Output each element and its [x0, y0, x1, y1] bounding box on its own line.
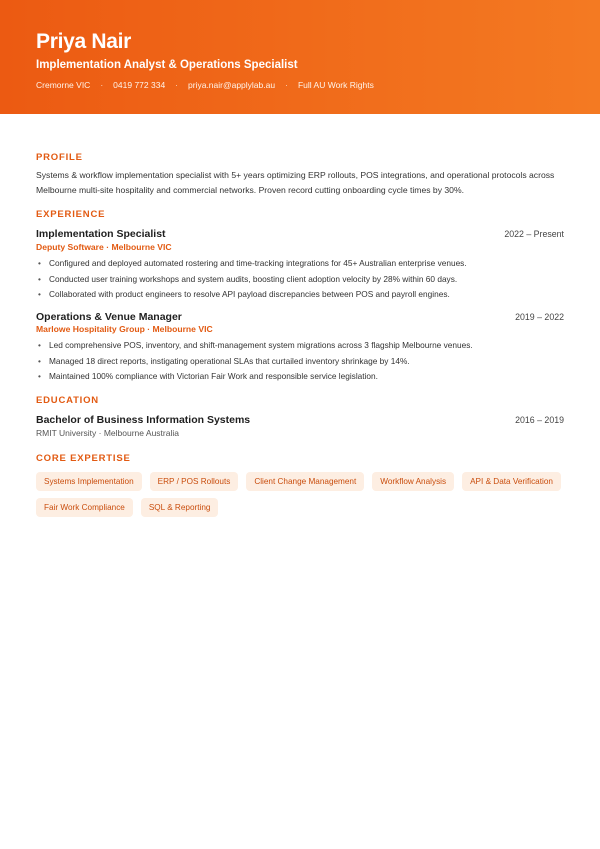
degree-title: Bachelor of Business Information Systems	[36, 414, 251, 426]
skill-tag: Workflow Analysis	[372, 472, 454, 491]
job-dates: 2019 – 2022	[515, 312, 564, 322]
education-dates: 2016 – 2019	[515, 415, 564, 425]
profile-text: Systems & workflow implementation specialist with 5+ years optimizing ERP rollouts, POS integrations, and operational protocols across Melbourne multi-site hospitality and commercial networks. Proven record cutting onboarding cycle times by 30%.	[36, 170, 555, 195]
phone-text: 0419 772 334	[113, 80, 166, 90]
bullet-item: • Configured and deployed automated rostering and time-tracking integrations for 45+ Australian enterprise venues.	[36, 256, 566, 272]
separator: ·	[175, 80, 179, 90]
skill-tag: ERP / POS Rollouts	[150, 472, 239, 491]
education-heading: EDUCATION	[36, 395, 99, 406]
expertise-heading: CORE EXPERTISE	[36, 453, 131, 464]
job-dates: 2022 – Present	[504, 229, 564, 239]
job-bullets	[36, 256, 566, 303]
separator: ·	[100, 80, 104, 90]
skill-tag: API & Data Verification	[462, 472, 561, 491]
job-title: Implementation Specialist	[36, 228, 166, 240]
resume-header	[0, 0, 600, 114]
school-name: RMIT University · Melbourne Australia	[36, 428, 179, 438]
skill-tag: Systems Implementation	[36, 472, 142, 491]
email-link[interactable]: priya.nair@applylab.au	[188, 80, 276, 90]
candidate-title: Implementation Analyst & Operations Specialist	[36, 59, 298, 71]
profile-heading: PROFILE	[36, 152, 83, 163]
bullet-item: • Led comprehensive POS, inventory, and shift-management system migrations across 3 flagship Melbourne venues.	[36, 338, 566, 354]
bullet-item: • Conducted user training workshops and system audits, boosting client adoption velocity by 28% within 60 days.	[36, 272, 566, 288]
bullet-item: • Collaborated with product engineers to resolve API payload discrepancies between POS and payroll engines.	[36, 287, 566, 303]
skill-tag: Fair Work Compliance	[36, 498, 133, 517]
skill-tag: SQL & Reporting	[141, 498, 219, 517]
skill-tag: Client Change Management	[246, 472, 364, 491]
job-company: Marlowe Hospitality Group · Melbourne VIC	[36, 324, 213, 334]
job-company: Deputy Software · Melbourne VIC	[36, 242, 172, 252]
expertise-tags	[36, 472, 566, 517]
candidate-name: Priya Nair	[36, 30, 132, 53]
job-bullets	[36, 338, 566, 385]
job-title: Operations & Venue Manager	[36, 311, 182, 323]
separator: ·	[285, 80, 288, 90]
experience-heading: EXPERIENCE	[36, 209, 106, 220]
location-text: Cremorne VIC	[36, 80, 91, 90]
bullet-item: • Maintained 100% compliance with Victorian Fair Work and responsible service legislation.	[36, 369, 566, 385]
work-rights-text: Full AU Work Rights	[297, 80, 374, 90]
contact-line	[36, 80, 374, 90]
bullet-item: • Managed 18 direct reports, instigating operational SLAs that curtailed inventory shrinkage by 14%.	[36, 354, 566, 370]
